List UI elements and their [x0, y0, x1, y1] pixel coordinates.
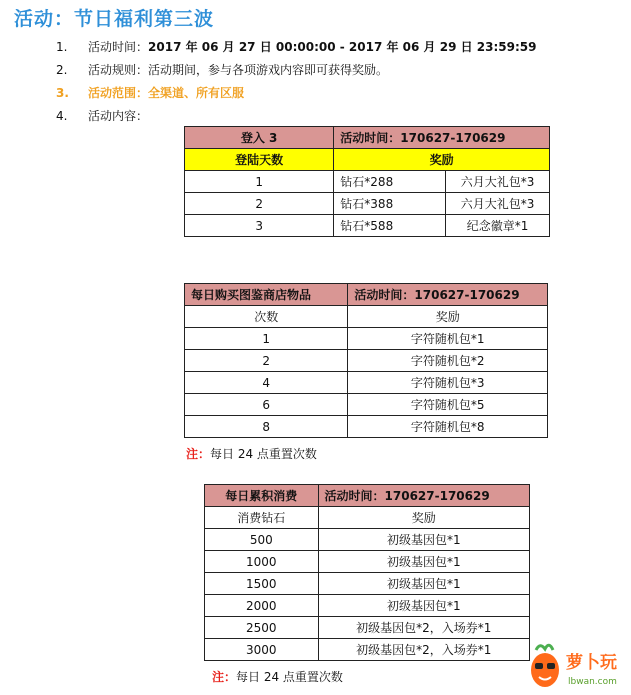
cell-reward: 字符随机包*8 [348, 416, 548, 438]
rule-time [56, 36, 536, 59]
page-title: 活动：节日福利第三波 [14, 8, 215, 30]
note-prefix: 注： [186, 447, 211, 461]
rule-label: 活动内容： [88, 109, 149, 123]
cell-reward-item: 六月大礼包*3 [446, 193, 550, 215]
cell-count: 2 [185, 350, 348, 372]
purchase-reward-table [184, 283, 548, 438]
login-reward-table [184, 126, 550, 237]
table-row [185, 193, 550, 215]
reset-note [212, 668, 343, 685]
watermark-site: lbwan.com [568, 677, 617, 687]
rule-content [56, 105, 536, 128]
note-prefix: 注： [212, 670, 237, 684]
cell-reward: 初级基因包*1 [318, 573, 529, 595]
cell-reward: 初级基因包*1 [318, 529, 529, 551]
table-title: 每日购买图鉴商店物品 [185, 284, 348, 306]
cell-amount: 1500 [205, 573, 319, 595]
table-row [185, 372, 548, 394]
note-text: 每日 24 点重置次数 [210, 447, 317, 461]
table-title: 每日累积消费 [205, 485, 319, 507]
table-row [205, 551, 530, 573]
rules-list [56, 36, 536, 128]
table-row [185, 350, 548, 372]
table-row [205, 529, 530, 551]
cell-amount: 1000 [205, 551, 319, 573]
cell-reward: 字符随机包*5 [348, 394, 548, 416]
rule-scope [56, 82, 536, 105]
rule-label: 活动时间： [88, 40, 149, 54]
column-header-reward: 奖励 [334, 149, 550, 171]
table-subheader-row [185, 306, 548, 328]
cell-amount: 3000 [205, 639, 319, 661]
cell-amount: 500 [205, 529, 319, 551]
cell-reward-diamond: 钻石*288 [334, 171, 446, 193]
table-row [205, 617, 530, 639]
rule-value: 活动期间，参与各项游戏内容即可获得奖励。 [148, 63, 389, 77]
cell-reward-item: 纪念徽章*1 [446, 215, 550, 237]
cell-reward: 初级基因包*2，入场券*1 [318, 617, 529, 639]
rule-number: 2. [56, 63, 68, 77]
column-header-count: 次数 [185, 306, 348, 328]
table-period: 活动时间：170627-170629 [348, 284, 548, 306]
cell-reward: 初级基因包*2，入场券*1 [318, 639, 529, 661]
cell-reward: 初级基因包*1 [318, 595, 529, 617]
radish-mascot-icon [531, 645, 559, 687]
table-header-row [185, 127, 550, 149]
table-header-row [205, 485, 530, 507]
cell-reward-item: 六月大礼包*3 [446, 171, 550, 193]
rule-label: 活动范围： [88, 86, 149, 100]
rule-label: 活动规则： [88, 63, 149, 77]
rule-number: 3. [56, 86, 69, 100]
table-row [205, 639, 530, 661]
table-period: 活动时间：170627-170629 [334, 127, 550, 149]
cell-count: 1 [185, 328, 348, 350]
cell-day: 1 [185, 171, 334, 193]
note-text: 每日 24 点重置次数 [236, 670, 343, 684]
table-header-row [185, 284, 548, 306]
cell-reward: 字符随机包*3 [348, 372, 548, 394]
rule-value: 全渠道、所有区服 [148, 86, 245, 100]
column-header-reward: 奖励 [348, 306, 548, 328]
cell-day: 3 [185, 215, 334, 237]
table-row [185, 215, 550, 237]
column-header-amount: 消费钻石 [205, 507, 319, 529]
cell-count: 6 [185, 394, 348, 416]
cell-count: 8 [185, 416, 348, 438]
rule-rules [56, 59, 536, 82]
rule-number: 4. [56, 109, 68, 123]
table-period: 活动时间：170627-170629 [318, 485, 529, 507]
table-title: 登入 3 [185, 127, 334, 149]
table-row [185, 416, 548, 438]
watermark-logo [526, 640, 626, 690]
table-row [185, 328, 548, 350]
table-row [205, 595, 530, 617]
rule-number: 1. [56, 40, 68, 54]
table-row [185, 171, 550, 193]
cell-reward-diamond: 钻石*588 [334, 215, 446, 237]
cell-reward: 字符随机包*1 [348, 328, 548, 350]
reset-note [186, 445, 317, 462]
cell-reward: 初级基因包*1 [318, 551, 529, 573]
table-row [185, 394, 548, 416]
spend-reward-table [204, 484, 530, 661]
rule-value: 2017 年 06 月 27 日 00:00:00 - 2017 年 06 月 29 日 23:59:59 [148, 40, 537, 54]
cell-amount: 2000 [205, 595, 319, 617]
table-subheader-row [185, 149, 550, 171]
cell-reward-diamond: 钻石*388 [334, 193, 446, 215]
cell-count: 4 [185, 372, 348, 394]
column-header-days: 登陆天数 [185, 149, 334, 171]
table-row [205, 573, 530, 595]
cell-day: 2 [185, 193, 334, 215]
table-subheader-row [205, 507, 530, 529]
watermark-brand: 萝卜玩 [566, 653, 617, 673]
cell-reward: 字符随机包*2 [348, 350, 548, 372]
column-header-reward: 奖励 [318, 507, 529, 529]
cell-amount: 2500 [205, 617, 319, 639]
